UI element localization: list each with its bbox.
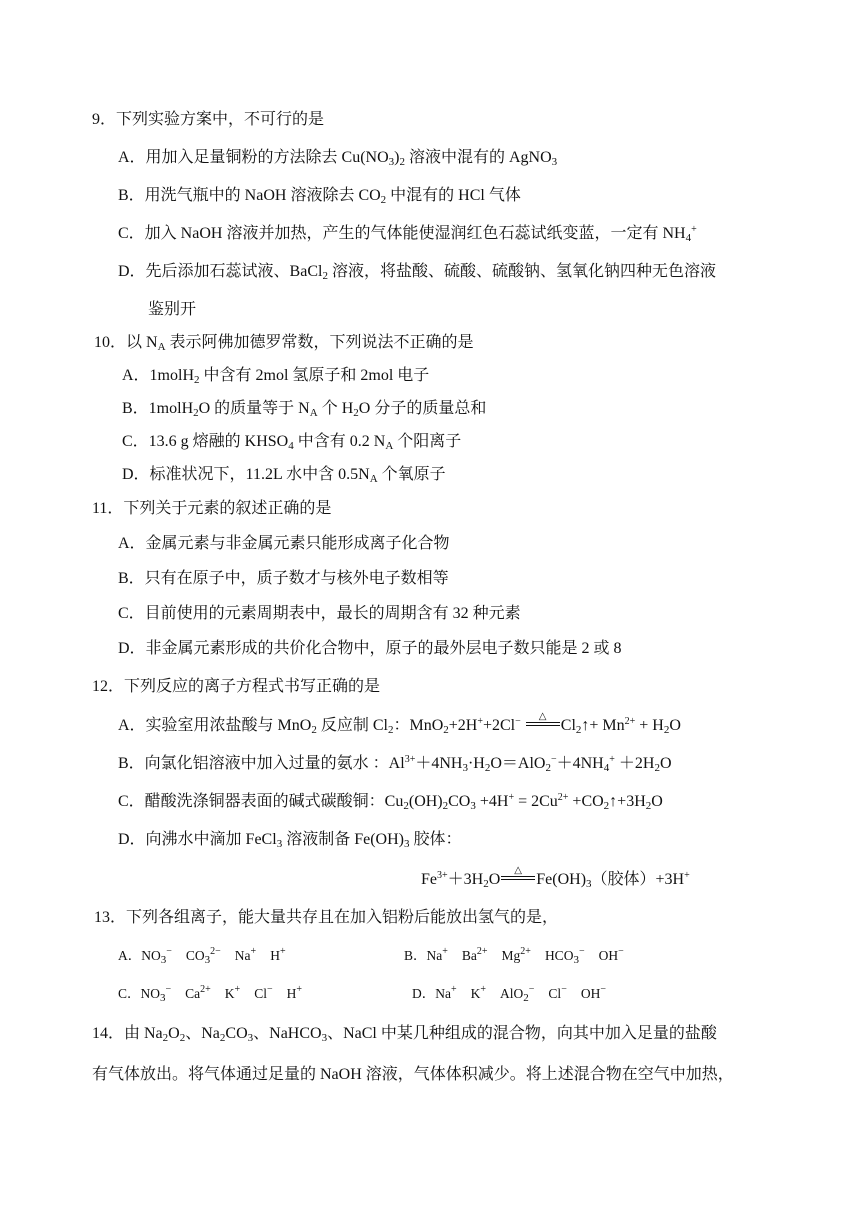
question-10-option-c: C．13.6 g 熔融的 $KHSO_4$ 中含有 0.2 $N_A$ 个阳离子 [122,433,462,452]
question-11-option-c: C．目前使用的元素周期表中，最长的周期含有 32 种元素 [118,605,521,622]
question-11-option-a: A．金属元素与非金属元素只能形成离子化合物 [118,535,450,552]
question-10-stem: 10．以 $N_A$ 表示阿佛加德罗常数，下列说法不正确的是 [94,334,474,353]
question-9-stem: 9．下列实验方案中，不可行的是 [92,111,325,128]
question-11-stem: 11．下列关于元素的叙述正确的是 [92,500,332,517]
question-12-stem: 12．下列反应的离子方程式书写正确的是 [92,678,381,695]
question-12-option-a: A．实验室用浓盐酸与 MnO$_2$ 反应制 $Cl_2$：MnO$_2$+2H++2Cl− △ $Cl_2↑+ Mn^{2+} + H_2O$ [118,711,681,736]
question-13-option-b: B．Na+ $Ba^{2+}$ $Mg^{2+}$ $HCO_3^-$ OH− [404,946,624,966]
question-10-option-d: D．标准状况下，11.2L 水中含 $0.5N_A$ 个氧原子 [122,466,446,485]
question-13-option-a: A．$NO_3^-$ $CO_3^{2-}$ Na+ H+ [118,946,286,966]
question-9-option-a: A．用加入足量铜粉的方法除去 $Cu(NO_3)_2$ 溶液中混有的 AgNO$_3$ [118,149,558,168]
question-9-option-d: D．先后添加石蕊试液、BaCl$_2$ 溶液，将盐酸、硫酸、硫酸钠、氢氧化钠四种无色溶液 [118,263,716,282]
question-12-option-d: D．向沸水中滴加 FeCl$_3$ 溶液制备 $Fe(OH)_3$ 胶体： [118,831,462,850]
question-12-option-c: C．醋酸洗涤铜器表面的碱式碳酸铜：$Cu_2(OH)_2CO_3 +4H^+ = 2Cu^{2+}$ $+CO_2↑+3H_2O$ [118,792,663,812]
question-10-option-b: B．1molH$_2$O 的质量等于 $N_A$ 个 $H_2O$ 分子的质量总和 [122,400,487,419]
question-9-option-b: B．用洗气瓶中的 NaOH 溶液除去 $CO_2$ 中混有的 HCl 气体 [118,187,521,206]
question-13-stem: 13．下列各组离子，能大量共存且在加入铝粉后能放出氢气的是， [94,909,559,926]
question-11-option-b: B．只有在原子中，质子数才与核外电子数相等 [118,570,449,587]
question-12-option-b: B．向氯化铝溶液中加入过量的氨水 ：$Al^{3+}+4NH_3\cdot H_2O=AlO_2^-+4NH_4^+ +2H_2O$ [118,754,672,774]
heating-equals-sign: △ [501,870,535,886]
question-9-option-c: C．加入 NaOH 溶液并加热，产生的气体能使湿润红色石蕊试纸变蓝，一定有 $NH_4^+$ [118,224,697,244]
question-13-option-d: D．Na+ K+ AlO$_2$− Cl− OH− [412,984,606,1004]
question-10-option-a: A．1molH$_2$ 中含有 2mol 氢原子和 2mol 电子 [122,367,430,386]
question-11-option-d: D．非金属元素形成的共价化合物中，原子的最外层电子数只能是 2 或 8 [118,640,622,657]
question-9-option-d-continued: 鉴别开 [148,301,197,318]
question-13-option-c: C．$NO_3^-$ $Ca^{2+}$ K+ Cl− H+ [118,984,302,1004]
heating-equals-sign: △ [526,716,560,732]
question-14-line-2: 有气体放出。将气体通过足量的 NaOH 溶液，气体体积减少。将上述混合物在空气中加热， [92,1066,734,1083]
question-12-option-d-equation: $Fe^{3+}+3H_2O$ △ $Fe(OH)_3$（胶体）+3H+ [421,865,690,890]
question-14-line-1: 14．由 $Na_2O_2$、$Na_2CO_3$、NaHCO$_3$、NaCl 中某几种组成的混合物，向其中加入足量的盐酸 [92,1025,717,1044]
